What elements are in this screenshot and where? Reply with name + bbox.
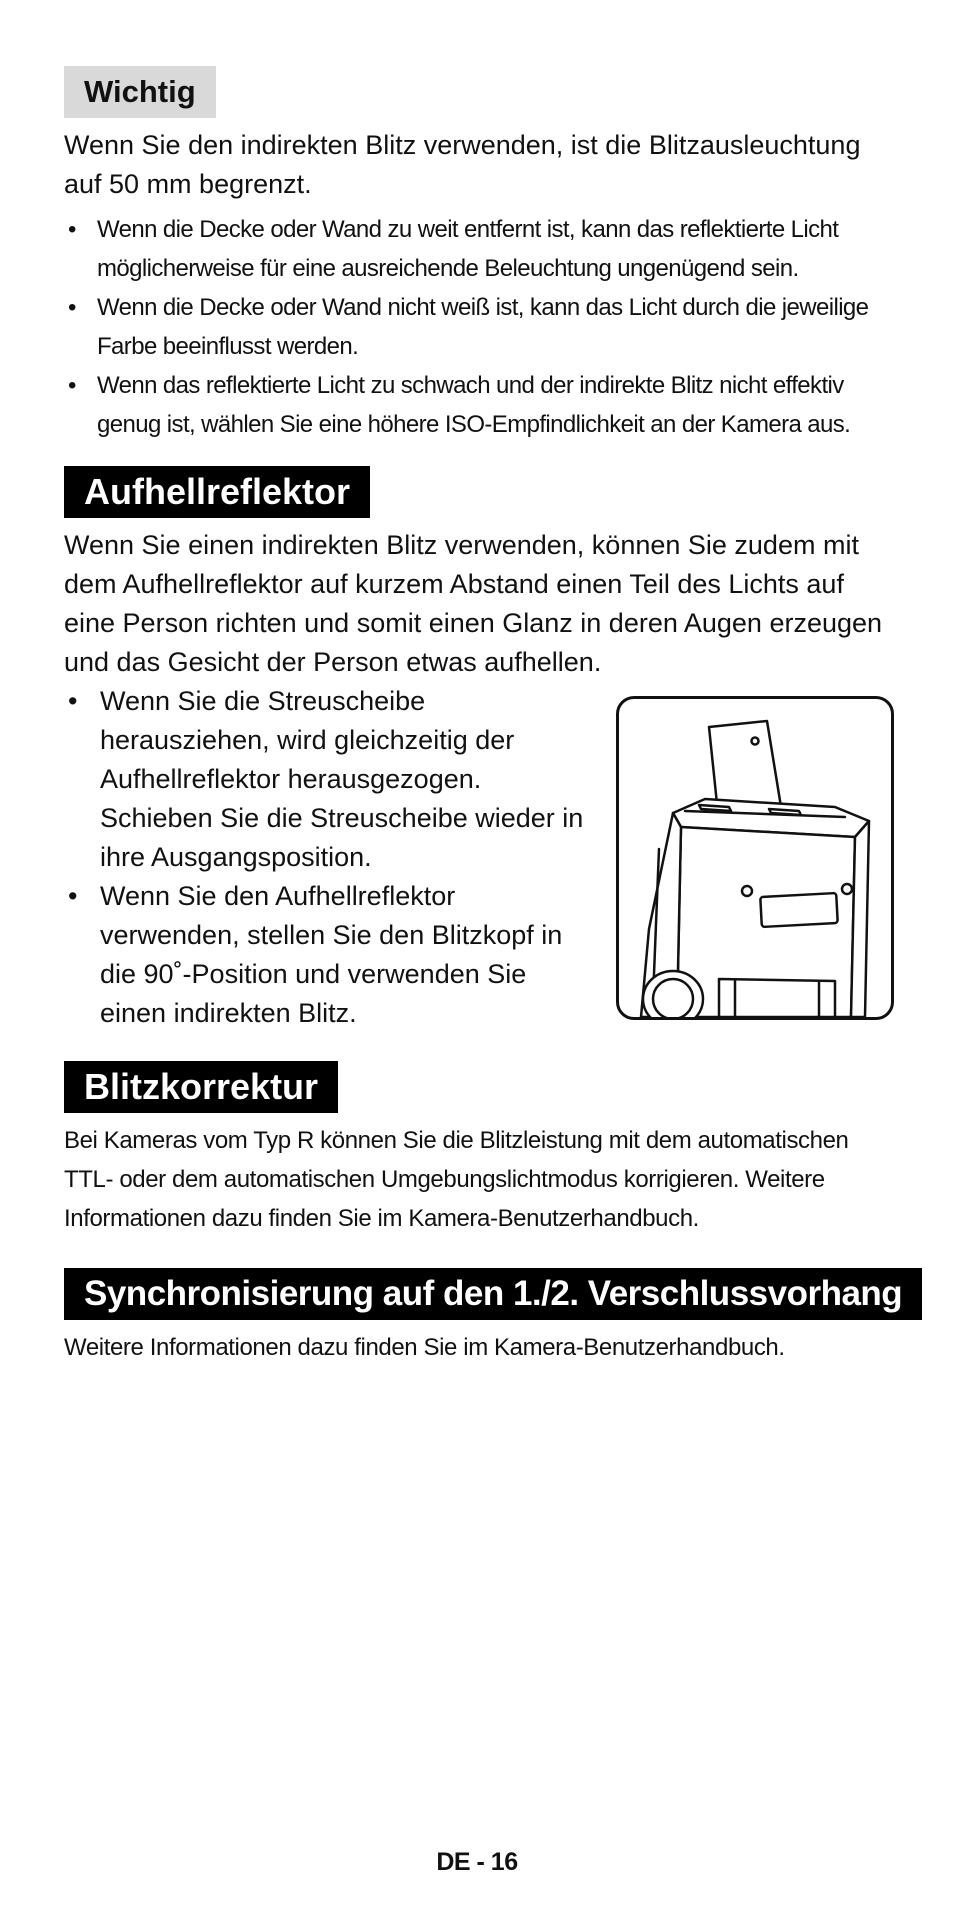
synchronisierung-section — [64, 1238, 903, 1367]
wichtig-heading: Wichtig — [64, 66, 216, 118]
list-item: • Wenn die Decke oder Wand zu weit entfernt ist, kann das reflektierte Licht möglicherweise für eine ausreichende Beleuchtung ungenügend sein. — [64, 210, 894, 288]
blitzkorrektur-heading: Blitzkorrektur — [64, 1061, 338, 1113]
list-item: • Wenn die Decke oder Wand nicht weiß ist, kann das Licht durch die jeweilige Farbe beeinflusst werden. — [64, 288, 894, 366]
aufhellreflektor-row — [64, 682, 894, 1033]
aufhellreflektor-text: Wenn Sie einen indirekten Blitz verwenden, können Sie zudem mit dem Aufhellreflektor auf kurzem Abstand einen Teil des Lichts auf eine Person richten und somit einen Glanz in deren Augen erzeugen und das Gesicht der Person etwas aufhellen. — [64, 530, 883, 677]
flash-reflector-illustration — [616, 696, 894, 1020]
synchronisierung-text: Weitere Informationen dazu finden Sie im Kamera-Benutzerhandbuch. — [64, 1334, 785, 1361]
aufhellreflektor-section — [64, 444, 894, 1033]
blitzkorrektur-text: Bei Kameras vom Typ R können Sie die Blitzleistung mit dem automatischen TTL- oder dem automatischen Umgebungslichtmodus korrigieren. Weitere Informationen dazu finden Sie im Kamera-Benutzerhandbuch. — [64, 1127, 849, 1232]
list-item: • Wenn Sie die Streuscheibe herausziehen, wird gleichzeitig der Aufhellreflektor herausgezogen. Schieben Sie die Streuscheibe wieder in ihre Ausgangsposition. — [64, 682, 584, 877]
aufhellreflektor-heading: Aufhellreflektor — [64, 466, 370, 518]
aufhellreflektor-bullet-list — [64, 682, 584, 1033]
list-item: • Wenn das reflektierte Licht zu schwach und der indirekte Blitz nicht effektiv genug ist, wählen Sie eine höhere ISO-Empfindlichkeit an der Kamera aus. — [64, 366, 894, 444]
wichtig-bullet-list — [64, 210, 894, 444]
synchronisierung-heading: Synchronisierung auf den 1./2. Verschlussvorhang — [64, 1268, 922, 1320]
page-content — [64, 66, 903, 1367]
list-item: • Wenn Sie den Aufhellreflektor verwenden, stellen Sie den Blitzkopf in die 90˚-Position und verwenden Sie einen indirekten Blitz. — [64, 877, 584, 1033]
page-number: DE - 16 — [436, 1848, 518, 1876]
blitzkorrektur-section — [64, 1033, 894, 1238]
wichtig-lead: Wenn Sie den indirekten Blitz verwenden, ist die Blitzausleuchtung auf 50 mm begrenzt. — [64, 130, 861, 199]
wichtig-section — [64, 66, 894, 444]
